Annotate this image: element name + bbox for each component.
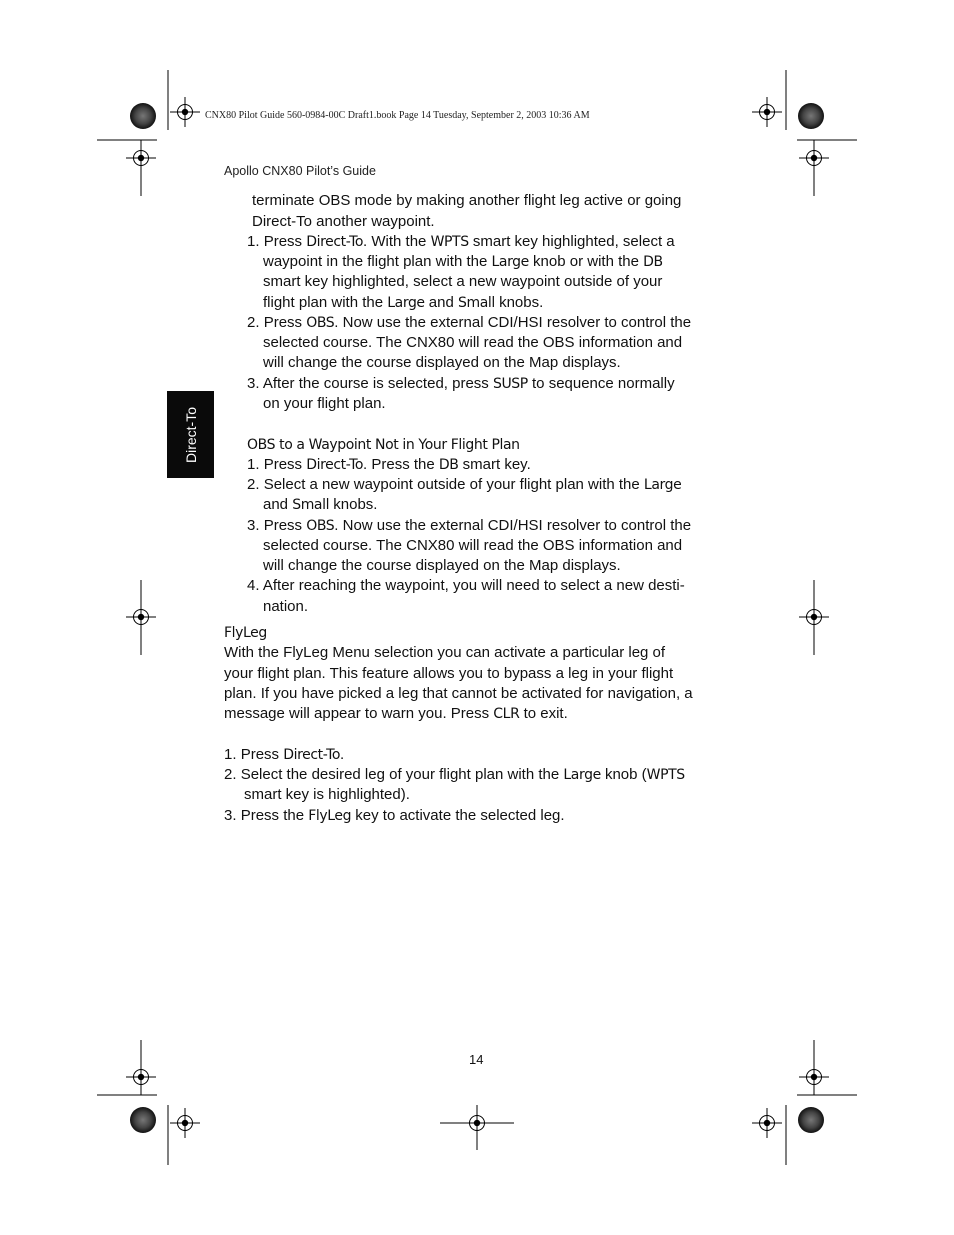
step-text: key to activate the selected leg. [351, 807, 565, 824]
step-text: Select the desired leg of your flight plan with the [240, 766, 564, 783]
step-text: Press [263, 456, 307, 473]
list-item-continuation: will change the course displayed on the Map displays. [263, 557, 621, 574]
key-name: FlyLeg [308, 808, 352, 824]
section-heading: FlyLeg [224, 625, 267, 641]
step-text: . [340, 746, 345, 763]
list-item-continuation: will change the course displayed on the Map displays. [263, 354, 621, 371]
key-name: Direct-To [306, 457, 364, 473]
registration-mark [170, 1108, 200, 1138]
section-tab-label: Direct-To [182, 406, 199, 463]
step-text: to exit. [519, 705, 568, 722]
paragraph-line: your flight plan. This feature allows you to bypass a leg in your flight [224, 665, 674, 682]
key-name: DB [643, 254, 663, 270]
page-number: 14 [469, 1052, 484, 1067]
step-text: After the course is selected, press [262, 375, 493, 392]
step-text: Press [263, 233, 307, 250]
key-name: OBS [306, 315, 335, 331]
key-name: Large [563, 767, 601, 783]
step-number: 3. [224, 807, 237, 824]
section-heading: OBS to a Waypoint Not in Your Flight Plan [247, 437, 520, 453]
list-item-continuation: selected course. The CNX80 will read the OBS information and [263, 537, 683, 554]
step-text: Press [263, 314, 307, 331]
key-name: Large [387, 295, 425, 311]
step-text: Press the [240, 807, 309, 824]
step-text: . Now use the external CDI/HSI resolver to control the [334, 517, 692, 534]
step-text: and [263, 496, 293, 513]
step-number: 1. [247, 456, 260, 473]
registration-mark [752, 97, 782, 127]
step-text: Press [240, 746, 284, 763]
step-text: message will appear to warn you. Press [224, 705, 494, 722]
step-number: 2. [224, 766, 237, 783]
step-number: 2. [247, 476, 260, 493]
register-disc [130, 103, 156, 129]
list-item-continuation: on your flight plan. [263, 395, 386, 412]
step-text: smart key highlighted, select a [468, 233, 675, 250]
step-text: knob ( [600, 766, 647, 783]
key-name: OBS [306, 518, 335, 534]
step-number: 3. [247, 375, 260, 392]
key-name: WPTS [646, 767, 685, 783]
register-disc [798, 1107, 824, 1133]
step-text: knobs. [494, 294, 544, 311]
intro-line: terminate OBS mode by making another flight leg active or going [252, 192, 682, 209]
key-name: Small [292, 497, 330, 513]
list-item-continuation: selected course. The CNX80 will read the OBS information and [263, 334, 683, 351]
step-text: knobs. [329, 496, 378, 513]
key-name: Direct-To [306, 234, 364, 250]
registration-mark [170, 97, 200, 127]
step-text: and [424, 294, 459, 311]
intro-line: Direct-To another waypoint. [252, 213, 435, 230]
step-text: waypoint in the flight plan with the [263, 253, 492, 270]
list-item-continuation: smart key is highlighted). [244, 786, 410, 803]
step-text: Press [263, 517, 307, 534]
key-name: Large [491, 254, 529, 270]
list-item-continuation: nation. [263, 598, 309, 615]
step-number: 3. [247, 517, 260, 534]
step-number: 1. [224, 746, 237, 763]
key-name: SUSP [492, 376, 528, 392]
step-text: to sequence normally [527, 375, 675, 392]
step-number: 4. [247, 577, 260, 594]
registration-mark [752, 1108, 782, 1138]
step-text: . Now use the external CDI/HSI resolver to control the [334, 314, 692, 331]
paragraph-line: With the FlyLeg Menu selection you can activate a particular leg of [224, 644, 666, 661]
paragraph-line: plan. If you have picked a leg that cannot be activated for navigation, a [224, 685, 693, 702]
register-disc [130, 1107, 156, 1133]
key-name: Small [458, 295, 495, 311]
step-text: After reaching the waypoint, you will need to select a new desti- [262, 577, 685, 594]
step-text: flight plan with the [263, 294, 388, 311]
step-number: 1. [247, 233, 260, 250]
step-text: knob or with the [528, 253, 644, 270]
list-item-continuation: smart key highlighted, select a new waypoint outside of your [263, 273, 663, 290]
key-name: Large [643, 477, 682, 493]
key-name: DB [438, 457, 459, 473]
step-text: . With the [363, 233, 431, 250]
print-slug: CNX80 Pilot Guide 560-0984-00C Draft1.book Page 14 Tuesday, September 2, 2003 10:36 AM [205, 110, 590, 121]
key-name: CLR [493, 706, 520, 722]
step-text: smart key. [458, 456, 531, 473]
register-disc [798, 103, 824, 129]
key-name: Direct-To [283, 747, 341, 763]
key-name: WPTS [430, 234, 469, 250]
running-header: Apollo CNX80 Pilot’s Guide [224, 164, 376, 178]
step-text: Select a new waypoint outside of your flight plan with the [263, 476, 644, 493]
step-number: 2. [247, 314, 260, 331]
step-text: . Press the [363, 456, 439, 473]
